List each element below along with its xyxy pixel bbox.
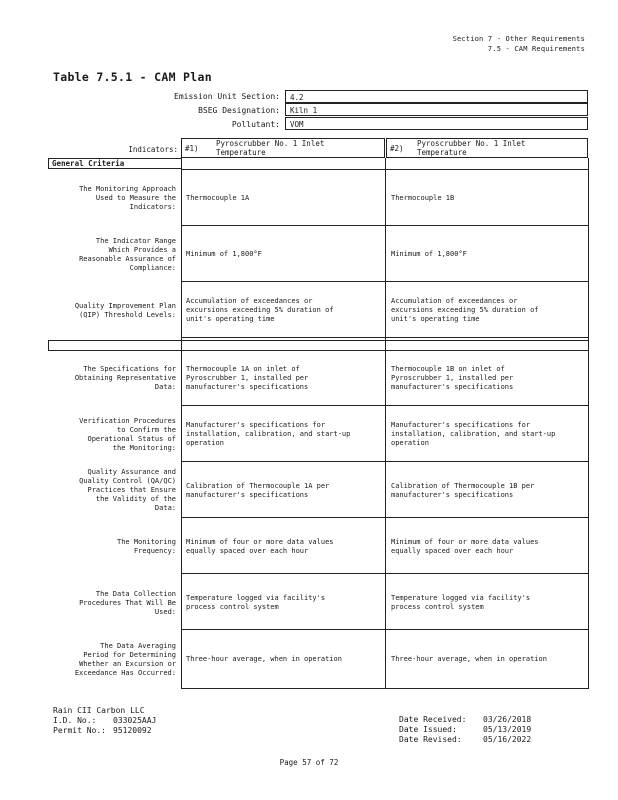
cell-indicator-2 [391,594,587,612]
row-label-line: The Indicator Range [95,237,176,245]
company-name: Rain CII Carbon LLC [53,706,145,715]
row-label-line: Compliance: [129,264,176,272]
indicator-2-number: #2) [390,144,404,153]
row-label-line: The Data Averaging [100,642,176,650]
page-break-line [48,350,589,351]
subsection-title: 7.5 - CAM Requirements [487,45,585,53]
emission-unit-label: Emission Unit Section: [174,92,280,101]
cell-indicator-1 [186,655,382,664]
table-right-border [588,158,589,688]
section-header [453,34,585,54]
row-divider [181,405,589,406]
cell-indicator-1 [186,594,382,612]
row-label-data-collection [46,590,176,617]
cell-line: Thermocouple 1B on inlet of [391,365,505,373]
date-received-value: 03/26/2018 [483,715,532,724]
row-label-line: Exceedance Has Occurred: [74,669,176,677]
row-divider [181,169,589,170]
footer-dates [399,715,531,745]
row-label-qa-qc [46,468,176,513]
cell-line: manufacturer's specifications [391,491,514,499]
cell-line: unit's operating time [186,315,275,323]
row-divider [181,337,589,338]
row-label-line: The Data Collection [95,590,176,598]
general-criteria-heading: General Criteria [48,158,182,169]
row-label-line: Used: [154,608,176,616]
cell-indicator-1 [186,250,382,259]
row-label-line: Frequency: [133,547,176,555]
permit-value: 95120092 [113,726,152,735]
page-number: Page 57 of 72 [279,758,339,767]
indicator-2-line2: Temperature [417,148,467,157]
cell-indicator-2 [391,538,587,556]
column-divider [385,158,386,688]
row-divider [181,573,589,574]
row-label-line: Data: [154,383,176,391]
cell-indicator-1 [186,365,382,392]
cell-indicator-2 [391,297,587,324]
cell-line: Thermocouple 1A on inlet of [186,365,300,373]
row-divider [181,225,589,226]
cell-line: Pyroscrubber 1, installed per [391,374,514,382]
indicators-label: Indicators: [128,145,178,154]
cell-line: Temperature logged via facility's [391,594,531,602]
cell-indicator-2 [391,421,587,448]
row-label-line: Verification Procedures [79,417,176,425]
row-label-line: Procedures That Will Be [79,599,176,607]
cell-line: Minimum of four or more data values [391,538,539,546]
table-title: Table 7.5.1 - CAM Plan [53,70,212,84]
indicator-1 [181,138,385,158]
indicator-1-number: #1) [185,144,199,153]
row-label-line: Quality Control (QA/QC) [79,477,176,485]
row-label-line: Data: [154,504,176,512]
cell-indicator-1 [186,421,382,448]
row-divider [181,629,589,630]
row-divider [181,688,589,689]
cell-indicator-2 [391,365,587,392]
permit-label: Permit No.: [53,726,106,735]
date-revised-label: Date Revised: [399,735,462,744]
indicator-1-line2: Temperature [216,148,266,157]
cell-line: Accumulation of exceedances or [391,297,518,305]
row-label-line: Operational Status of [87,435,176,443]
id-value: 033025AAJ [113,716,157,725]
row-label-line: the Monitoring: [112,444,176,452]
cell-line: Thermocouple 1A [186,194,250,202]
row-label-line: Which Provides a [108,246,176,254]
row-label-line: Period for Determining [83,651,176,659]
column-left-border [181,158,182,688]
cell-line: operation [186,439,224,447]
row-label-line: the Validity of the [95,495,176,503]
cell-line: installation, calibration, and start-up [186,430,351,438]
id-label: I.D. No.: [53,716,97,725]
cell-line: Three-hour average, when in operation [391,655,547,663]
row-label-line: The Monitoring [116,538,176,546]
cell-line: Calibration of Thermocouple 1A per [186,482,330,490]
cell-indicator-2 [391,655,587,664]
row-label-line: Obtaining Representative [74,374,176,382]
cell-indicator-1 [186,297,382,324]
date-revised-value: 05/16/2022 [483,735,532,744]
cell-line: excursions exceeding 5% duration of [391,306,539,314]
section-title: Section 7 - Other Requirements [452,35,585,43]
indicator-1-line1: Pyroscrubber No. 1 Inlet [216,139,325,148]
indicator-2-line1: Pyroscrubber No. 1 Inlet [417,139,526,148]
row-label-line: The Monitoring Approach [79,185,176,193]
indicator-2 [386,138,588,158]
cell-line: Minimum of 1,800°F [391,250,467,258]
row-label-monitoring-frequency [46,538,176,556]
cell-indicator-2 [391,482,587,500]
cell-line: manufacturer's specifications [186,491,309,499]
cell-line: Calibration of Thermocouple 1B per [391,482,535,490]
row-label-verification [46,417,176,453]
cell-line: Pyroscrubber 1, installed per [186,374,309,382]
pollutant-value: VOM [285,117,588,130]
cell-line: Three-hour average, when in operation [186,655,342,663]
row-divider [181,281,589,282]
cell-line: excursions exceeding 5% duration of [186,306,334,314]
cell-line: installation, calibration, and start-up [391,430,556,438]
row-label-line: Quality Improvement Plan [74,302,176,310]
cell-line: equally spaced over each hour [391,547,514,555]
cell-line: process control system [391,603,484,611]
footer-permit-info [53,706,156,736]
cell-line: unit's operating time [391,315,480,323]
bseg-label: BSEG Designation: [198,106,280,115]
row-label-qip-threshold [46,302,176,320]
row-label-line: Quality Assurance and [87,468,176,476]
cell-line: Temperature logged via facility's [186,594,326,602]
pollutant-label: Pollutant: [231,120,280,129]
row-label-line: Used to Measure the [95,194,176,202]
emission-unit-value: 4.2 [285,90,588,103]
row-label-line: Reasonable Assurance of [79,255,176,263]
cell-indicator-1 [186,538,382,556]
date-issued-value: 05/13/2019 [483,725,532,734]
row-divider [181,461,589,462]
cell-line: operation [391,439,429,447]
date-received-label: Date Received: [399,715,467,724]
cell-indicator-1 [186,482,382,500]
row-label-line: Whether an Excursion or [79,660,176,668]
row-label-specifications [46,365,176,392]
cell-line: manufacturer's specifications [186,383,309,391]
cell-line: Minimum of four or more data values [186,538,334,546]
cell-line: Accumulation of exceedances or [186,297,313,305]
cell-indicator-2 [391,250,587,259]
row-label-line: to Confirm the [116,426,176,434]
row-label-monitoring-approach [46,185,176,212]
cell-line: process control system [186,603,279,611]
date-issued-label: Date Issued: [399,725,457,734]
bseg-value: Kiln 1 [285,103,588,116]
cell-line: Minimum of 1,800°F [186,250,262,258]
row-label-line: Practices that Ensure [87,486,176,494]
cell-line: Manufacturer's specifications for [391,421,531,429]
row-label-line: (QIP) Threshold Levels: [79,311,176,319]
row-label-indicator-range [46,237,176,273]
cell-line: equally spaced over each hour [186,547,309,555]
cell-indicator-2 [391,194,587,203]
page-break-line [48,340,589,341]
cell-line: manufacturer's specifications [391,383,514,391]
row-label-line: The Specifications for [83,365,176,373]
cell-indicator-1 [186,194,382,203]
row-label-line: Indicators: [129,203,176,211]
cell-line: Manufacturer's specifications for [186,421,326,429]
cell-line: Thermocouple 1B [391,194,455,202]
row-divider [181,517,589,518]
row-label-data-averaging [46,642,176,678]
